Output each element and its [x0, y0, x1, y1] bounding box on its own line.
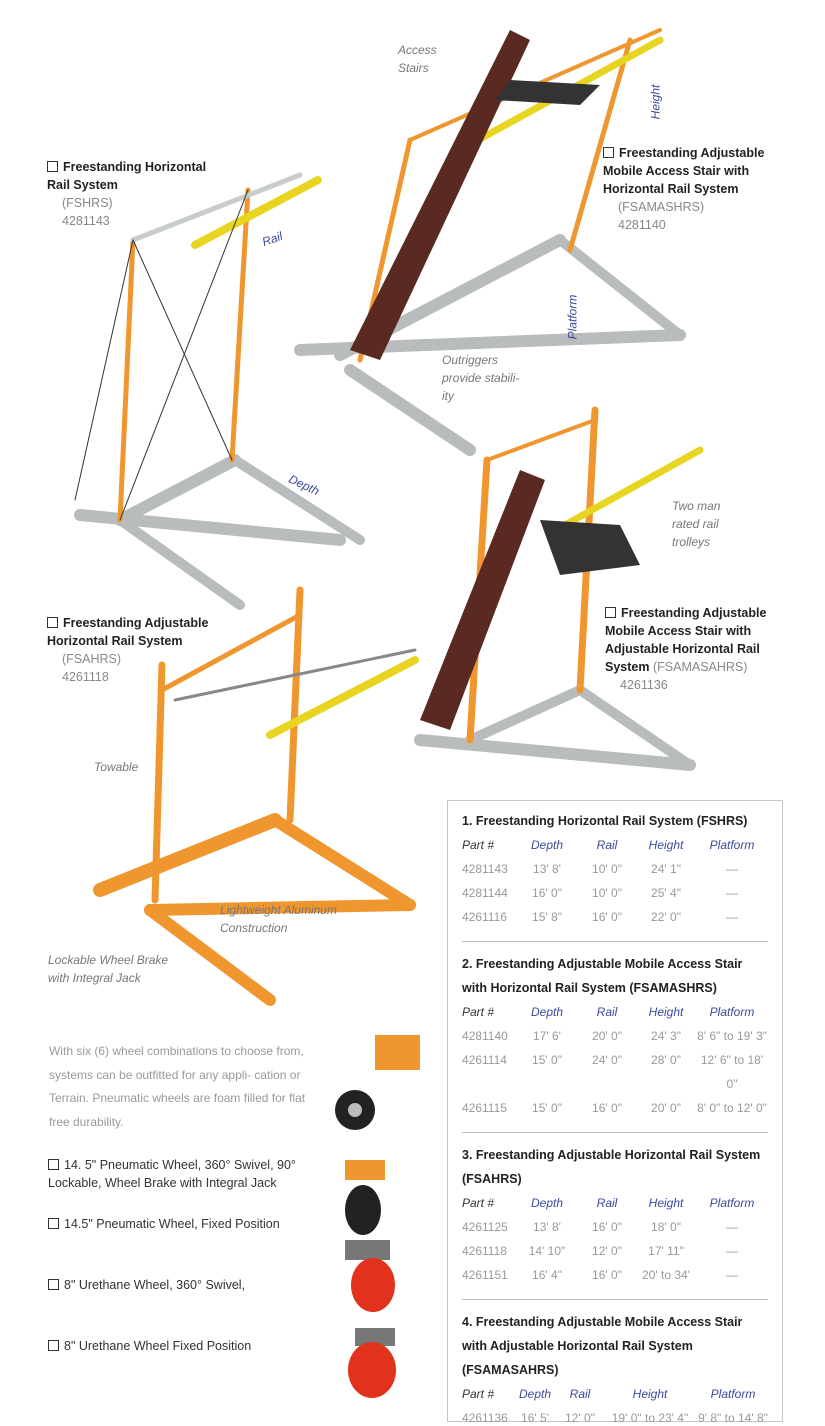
spec-row — [462, 1239, 768, 1263]
spec-row — [462, 1024, 768, 1048]
spec-row — [462, 1263, 768, 1287]
section-divider — [462, 1299, 768, 1300]
spec-cell: 15' 0" — [532, 1053, 562, 1067]
spec-cell: 10' 0" — [592, 886, 622, 900]
annotation-trolleys: Two man rated rail trolleys — [672, 499, 721, 549]
product-code: (FSAHRS) — [62, 652, 122, 666]
spec-header-row — [462, 1382, 768, 1406]
product-label-fsamashrs — [603, 144, 778, 234]
spec-cell: 28' 0" — [651, 1053, 681, 1067]
spec-cell: 4261114 — [462, 1053, 507, 1067]
spec-cell: — — [726, 910, 738, 924]
spec-cell: 25' 4" — [651, 886, 681, 900]
spec-header-cell: Platform — [709, 1196, 755, 1210]
spec-header-cell: Part # — [462, 838, 495, 852]
spec-header-cell: Rail — [596, 838, 618, 852]
product-label-fshrs — [47, 158, 227, 230]
spec-section-title: 3. Freestanding Adjustable Horizontal Rail System (FSAHRS) — [462, 1148, 761, 1186]
spec-cell: 14' 10" — [528, 1244, 566, 1258]
spec-cell: 20' 0" — [651, 1101, 681, 1115]
spec-cell: 8' 6" to 19' 3" — [697, 1029, 767, 1043]
spec-header-cell: Depth — [530, 1196, 564, 1210]
spec-header-cell: Platform — [710, 1387, 756, 1401]
spec-cell: 9' 8" to 14' 8" — [698, 1411, 768, 1425]
spec-cell: 4261115 — [462, 1101, 507, 1115]
spec-header-cell: Height — [648, 1005, 684, 1019]
spec-cell: 4261136 — [462, 1411, 508, 1425]
wheel-images — [335, 1035, 420, 1398]
dimension-depth: Depth — [286, 471, 322, 499]
checkbox — [48, 1159, 59, 1170]
spec-row — [462, 905, 768, 929]
checkbox — [48, 1279, 59, 1290]
spec-row — [462, 1406, 768, 1426]
product-code: (FSAMASHRS) — [618, 200, 705, 214]
spec-header-cell: Depth — [530, 838, 564, 852]
spec-section — [462, 801, 768, 929]
checkbox — [48, 1340, 59, 1351]
dimension-rail: Rail — [260, 228, 285, 250]
product-title: Freestanding Adjustable Mobile Access Stair with Horizontal Rail System — [603, 146, 765, 196]
spec-cell: 17' 11" — [648, 1244, 684, 1258]
spec-cell: 24' 1" — [651, 862, 681, 876]
spec-header-cell: Part # — [462, 1196, 495, 1210]
spec-row — [462, 1096, 768, 1120]
spec-cell: 4261125 — [462, 1220, 508, 1234]
spec-section — [462, 952, 768, 1120]
spec-tables — [447, 800, 783, 1425]
spec-cell: 16' 0" — [592, 1101, 622, 1115]
spec-cell: 16' 4" — [532, 1268, 562, 1282]
spec-header-cell: Rail — [569, 1387, 591, 1401]
spec-header-row — [462, 1191, 768, 1215]
spec-header-cell: Depth — [518, 1387, 552, 1401]
spec-header-cell: Depth — [530, 1005, 564, 1019]
dimension-platform: Platform — [565, 294, 580, 340]
spec-section-title: 1. Freestanding Horizontal Rail System (FSHRS) — [462, 814, 748, 828]
spec-cell: 17' 6' — [533, 1029, 561, 1043]
spec-cell: 16' 5' — [521, 1411, 549, 1425]
product-title: Freestanding Adjustable Horizontal Rail System — [47, 616, 209, 648]
spec-cell: 24' 3" — [651, 1029, 681, 1043]
spec-cell: 24' 0" — [592, 1053, 622, 1067]
spec-header-cell: Height — [632, 1387, 668, 1401]
spec-cell: 15' 0" — [532, 1101, 562, 1115]
checkbox — [48, 1218, 59, 1229]
spec-cell: 16' 0" — [532, 886, 562, 900]
spec-header-cell: Height — [648, 1196, 684, 1210]
spec-cell: 16' 0" — [592, 910, 622, 924]
spec-row — [462, 881, 768, 905]
product-part: 4261118 — [62, 670, 109, 684]
wheel-option-label: 14. 5" Pneumatic Wheel, 360° Swivel, 90° Lockable, Wheel Brake with Integral Jack — [48, 1158, 296, 1190]
spec-header-cell: Rail — [596, 1005, 618, 1019]
spec-cell: 12' 6" to 18' 0" — [700, 1053, 764, 1091]
checkbox[interactable] — [603, 147, 614, 158]
spec-cell: 4281143 — [462, 862, 508, 876]
spec-cell: 20' to 34' — [642, 1268, 690, 1282]
spec-cell: 8' 0" to 12' 0" — [697, 1101, 767, 1115]
checkbox[interactable] — [47, 161, 58, 172]
spec-cell: 19' 0" to 23' 4" — [611, 1411, 689, 1425]
spec-row — [462, 1215, 768, 1239]
spec-row — [462, 1048, 768, 1096]
spec-cell: 4281144 — [462, 886, 508, 900]
annotation-brake: Lockable Wheel Brake with Integral Jack — [48, 953, 169, 985]
product-title: Freestanding Horizontal Rail System — [47, 160, 207, 192]
spec-cell: 4261118 — [462, 1244, 507, 1258]
product-label-fsahrs — [47, 614, 227, 686]
spec-section — [462, 1310, 768, 1426]
annotation-access-stairs: Access Stairs — [398, 43, 437, 75]
spec-section-title: 2. Freestanding Adjustable Mobile Access Stair with Horizontal Rail System (FSAMASHRS) — [462, 957, 743, 995]
spec-cell: 13' 8' — [533, 1220, 561, 1234]
spec-cell: — — [726, 886, 738, 900]
spec-header-row — [462, 1000, 768, 1024]
checkbox[interactable] — [47, 617, 58, 628]
product-label-fsamasahrs — [605, 604, 785, 694]
spec-header-cell: Platform — [709, 838, 755, 852]
fshrs-illustration — [75, 175, 360, 605]
annotation-aluminum: Lightweight Aluminum Construction — [220, 903, 337, 935]
wheel-option[interactable] — [48, 1276, 245, 1294]
spec-cell: — — [726, 1244, 738, 1258]
spec-cell: — — [726, 1220, 738, 1234]
wheel-option-label: 14.5" Pneumatic Wheel, Fixed Position — [64, 1217, 280, 1231]
product-title: Freestanding Adjustable Mobile Access Stair with Adjustable Horizontal Rail System — [605, 606, 767, 674]
spec-cell: 4281140 — [462, 1029, 508, 1043]
wheel-option[interactable] — [48, 1215, 280, 1233]
spec-row — [462, 857, 768, 881]
annotation-outriggers: Outriggers provide stabili- ity — [442, 353, 520, 403]
checkbox[interactable] — [605, 607, 616, 618]
spec-header-cell: Height — [648, 838, 684, 852]
product-part: 4281140 — [618, 218, 666, 232]
spec-section — [462, 1143, 768, 1287]
wheel-intro-text: With six (6) wheel combinations to choose from, systems can be outfitted for any appli- cation or Terrain. Pneumatic wheels are foam filled for flat free durability. — [49, 1044, 306, 1129]
spec-cell: 4261151 — [462, 1268, 508, 1282]
section-divider — [462, 1132, 768, 1133]
spec-cell: — — [726, 862, 738, 876]
product-part: 4281143 — [62, 214, 110, 228]
spec-header-row — [462, 833, 768, 857]
wheel-option[interactable] — [48, 1156, 313, 1192]
spec-cell: 16' 0" — [592, 1220, 622, 1234]
annotation-towable: Towable — [94, 760, 139, 774]
spec-cell: 22' 0" — [651, 910, 681, 924]
spec-cell: 20' 0" — [592, 1029, 622, 1043]
product-part: 4261136 — [620, 678, 668, 692]
spec-cell: 12' 0" — [565, 1411, 595, 1425]
spec-cell: 4261116 — [462, 910, 507, 924]
spec-section-title: 4. Freestanding Adjustable Mobile Access Stair with Adjustable Horizontal Rail System (FSAMASAHRS) — [462, 1315, 743, 1377]
spec-cell: 12' 0" — [592, 1244, 622, 1258]
spec-cell: 16' 0" — [592, 1268, 622, 1282]
product-code: (FSAMASAHRS) — [652, 660, 748, 674]
section-divider — [462, 941, 768, 942]
spec-header-cell: Part # — [462, 1387, 495, 1401]
spec-cell: 13' 8' — [533, 862, 561, 876]
wheel-option-label: 8" Urethane Wheel, 360° Swivel, — [64, 1278, 246, 1292]
product-code: (FSHRS) — [62, 196, 113, 210]
spec-cell: — — [726, 1268, 738, 1282]
wheel-option[interactable] — [48, 1337, 251, 1355]
spec-header-cell: Part # — [462, 1005, 495, 1019]
spec-cell: 18' 0" — [651, 1220, 681, 1234]
wheel-option-label: 8" Urethane Wheel Fixed Position — [64, 1339, 252, 1353]
spec-header-cell: Rail — [596, 1196, 618, 1210]
dimension-height: Height — [648, 84, 663, 120]
spec-cell: 10' 0" — [592, 862, 622, 876]
spec-cell: 15' 8" — [532, 910, 562, 924]
fsamasahrs-illustration — [420, 410, 700, 765]
spec-header-cell: Platform — [709, 1005, 755, 1019]
